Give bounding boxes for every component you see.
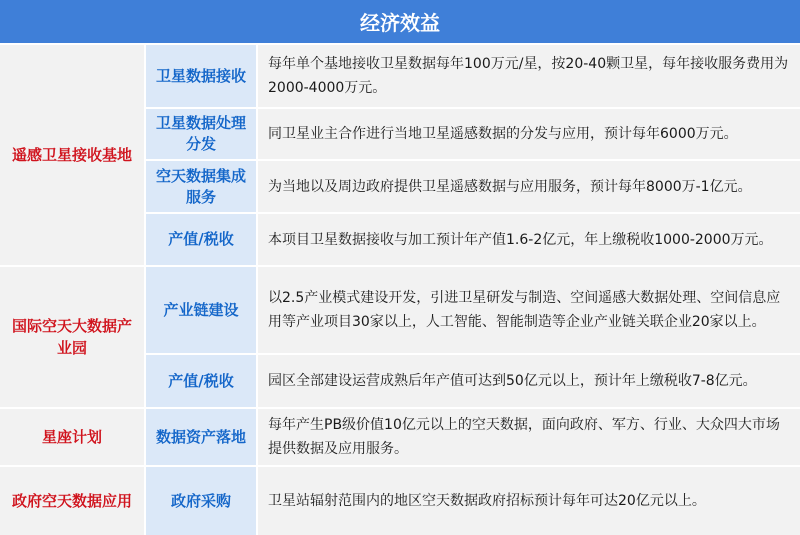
item-description: 每年单个基地接收卫星数据每年100万元/星，按20-40颗卫星，每年接收服务费用为2000-4000万元。 bbox=[258, 45, 800, 109]
item-label: 产业链建设 bbox=[146, 267, 258, 355]
item-description: 本项目卫星数据接收与加工预计年产值1.6-2亿元，年上缴税收1000-2000万元。 bbox=[258, 214, 800, 267]
item-description: 以2.5产业模式建设开发，引进卫星研发与制造、空间遥感大数据处理、空间信息应用等产业项目30家以上，人工智能、智能制造等企业产业链关联企业20家以上。 bbox=[258, 267, 800, 355]
item-label: 政府采购 bbox=[146, 467, 258, 535]
item-description: 卫星站辐射范围内的地区空天数据政府招标预计每年可达20亿元以上。 bbox=[258, 467, 800, 535]
item-description: 园区全部建设运营成熟后年产值可达到50亿元以上，预计年上缴税收7-8亿元。 bbox=[258, 355, 800, 409]
category-industrial-park: 国际空天大数据产业园 bbox=[0, 267, 146, 409]
category-government-data: 政府空天数据应用 bbox=[0, 467, 146, 535]
category-constellation-plan: 星座计划 bbox=[0, 409, 146, 467]
table-title: 经济效益 bbox=[0, 0, 800, 45]
item-label: 卫星数据处理分发 bbox=[146, 109, 258, 161]
item-label: 产值/税收 bbox=[146, 214, 258, 267]
item-label: 卫星数据接收 bbox=[146, 45, 258, 109]
item-label: 产值/税收 bbox=[146, 355, 258, 409]
category-remote-sensing-base: 遥感卫星接收基地 bbox=[0, 45, 146, 267]
item-description: 同卫星业主合作进行当地卫星遥感数据的分发与应用，预计每年6000万元。 bbox=[258, 109, 800, 161]
item-description: 为当地以及周边政府提供卫星遥感数据与应用服务，预计每年8000万-1亿元。 bbox=[258, 161, 800, 214]
item-description: 每年产生PB级价值10亿元以上的空天数据，面向政府、军方、行业、大众四大市场提供数据及应用服务。 bbox=[258, 409, 800, 467]
item-label: 空天数据集成服务 bbox=[146, 161, 258, 214]
item-label: 数据资产落地 bbox=[146, 409, 258, 467]
